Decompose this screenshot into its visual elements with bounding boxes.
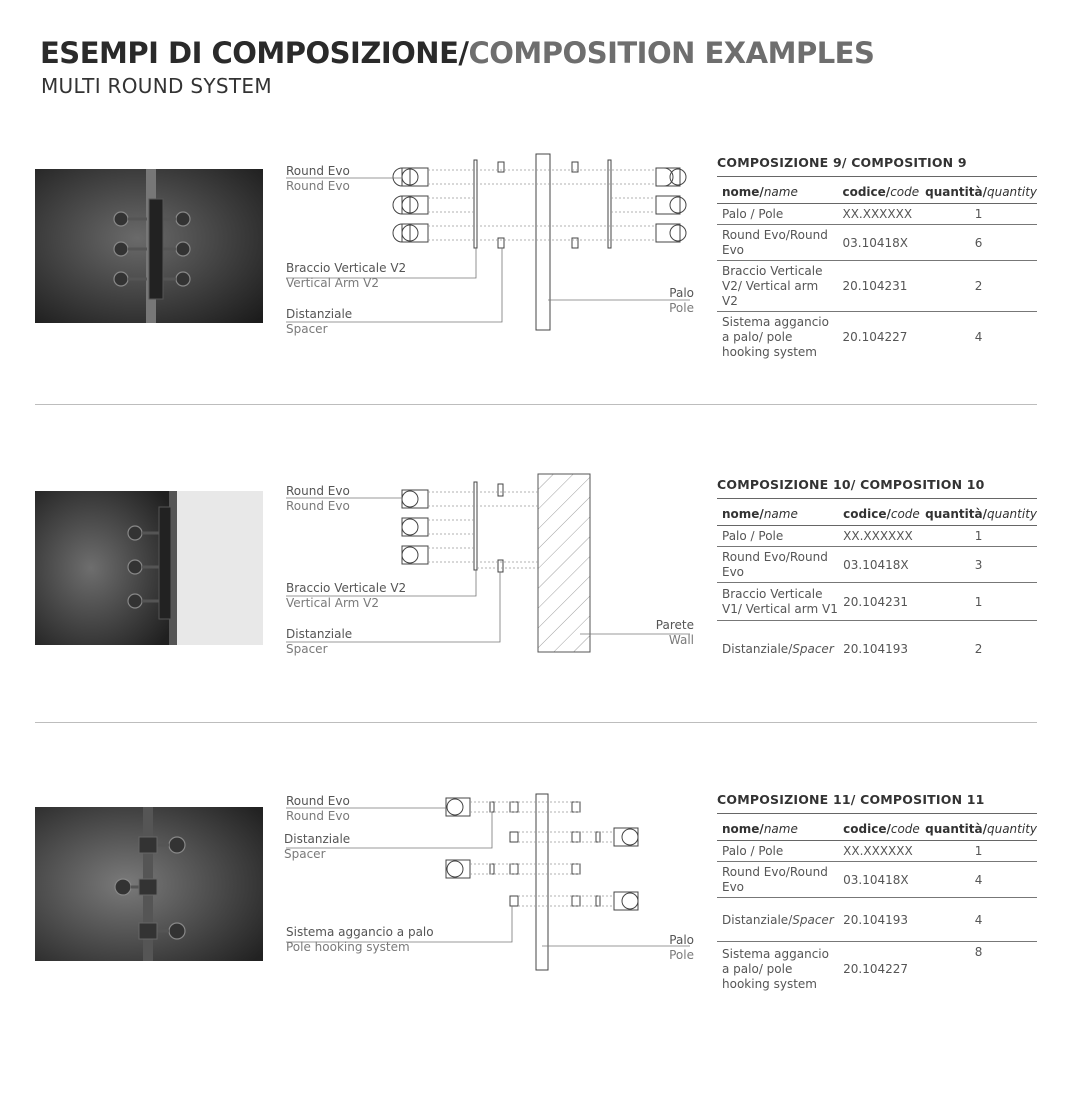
label-vertical-arm: Braccio Verticale V2 Vertical Arm V2 bbox=[286, 581, 407, 610]
label-spacer: Distanziale Spacer bbox=[286, 627, 353, 656]
page-title bbox=[40, 36, 874, 70]
table-row: Sistema aggancio a palo/ pole hooking system 20.104227 4 bbox=[722, 315, 983, 359]
table-row: Palo / Pole XX.XXXXXX 1 bbox=[717, 204, 1037, 225]
table-row: Round Evo/Round Evo 03.10418X 4 bbox=[717, 862, 1037, 898]
label-spacer: Distanziale Spacer bbox=[286, 307, 353, 336]
section-divider bbox=[35, 722, 1037, 723]
composition-11-spec bbox=[717, 792, 1037, 995]
composition-11-table bbox=[717, 813, 1037, 995]
composition-10-photo bbox=[35, 491, 263, 645]
composition-9-heading: COMPOSIZIONE 9/ COMPOSITION 9 bbox=[717, 155, 967, 170]
table-header-row: nome/name codice/code quantità/quantity bbox=[717, 814, 1037, 841]
composition-9-table bbox=[717, 176, 1037, 362]
section-divider bbox=[35, 404, 1037, 405]
table-row: Round Evo/Round Evo 03.10418X 6 bbox=[717, 225, 1037, 261]
composition-10-spec bbox=[717, 477, 1037, 676]
composition-9-diagram bbox=[280, 150, 700, 370]
table-header-row: nome/name codice/code quantità/quantity bbox=[717, 177, 1037, 204]
table-row: Braccio Verticale V2/ Vertical arm V2 20.104231 2 bbox=[717, 261, 1037, 312]
composition-10-section bbox=[0, 460, 1080, 780]
composition-10-table bbox=[717, 498, 1037, 676]
label-round-evo: Round Evo Round Evo bbox=[286, 484, 350, 513]
table-row: Braccio Verticale V1/ Vertical arm V1 20.104231 1 bbox=[717, 583, 1037, 621]
table-row: Distanziale/Spacer 20.104193 2 bbox=[722, 641, 983, 656]
composition-9-photo bbox=[35, 169, 263, 323]
composition-9-spec bbox=[717, 155, 1037, 362]
label-vertical-arm: Braccio Verticale V2 Vertical Arm V2 bbox=[286, 261, 407, 290]
table-row: Distanziale/Spacer 20.104193 4 bbox=[717, 898, 1037, 942]
composition-11-section bbox=[0, 780, 1080, 1100]
composition-10-heading: COMPOSIZIONE 10/ COMPOSITION 10 bbox=[717, 477, 985, 492]
label-pole: Palo Pole bbox=[669, 286, 694, 315]
table-row: Palo / Pole XX.XXXXXX 1 bbox=[717, 526, 1037, 547]
composition-11-heading: COMPOSIZIONE 11/ COMPOSITION 11 bbox=[717, 792, 985, 807]
table-row: Round Evo/Round Evo 03.10418X 3 bbox=[717, 547, 1037, 583]
composition-11-photo bbox=[35, 807, 263, 961]
label-wall: Parete Wall bbox=[655, 618, 694, 647]
title-english: COMPOSITION EXAMPLES bbox=[468, 36, 875, 70]
title-italian: ESEMPI DI COMPOSIZIONE bbox=[40, 36, 459, 70]
composition-9-section bbox=[0, 140, 1080, 460]
label-spacer: Distanziale Spacer bbox=[284, 832, 351, 861]
page-subtitle: MULTI ROUND SYSTEM bbox=[41, 74, 272, 98]
label-pole: Palo Pole bbox=[669, 933, 694, 962]
composition-10-diagram bbox=[280, 470, 700, 690]
label-pole-hooking-system: Sistema aggancio a palo Pole hooking system bbox=[286, 925, 434, 954]
title-separator: / bbox=[458, 36, 469, 70]
table-header-row: nome/name codice/code quantità/quantity bbox=[717, 499, 1037, 526]
label-round-evo: Round Evo Round Evo bbox=[286, 164, 350, 193]
label-round-evo: Round Evo Round Evo bbox=[286, 794, 350, 823]
table-row: Palo / Pole XX.XXXXXX 1 bbox=[717, 841, 1037, 862]
composition-11-diagram bbox=[280, 790, 700, 1010]
table-row: Sistema aggancio a palo/ pole hooking system 20.104227 8 bbox=[722, 945, 983, 991]
